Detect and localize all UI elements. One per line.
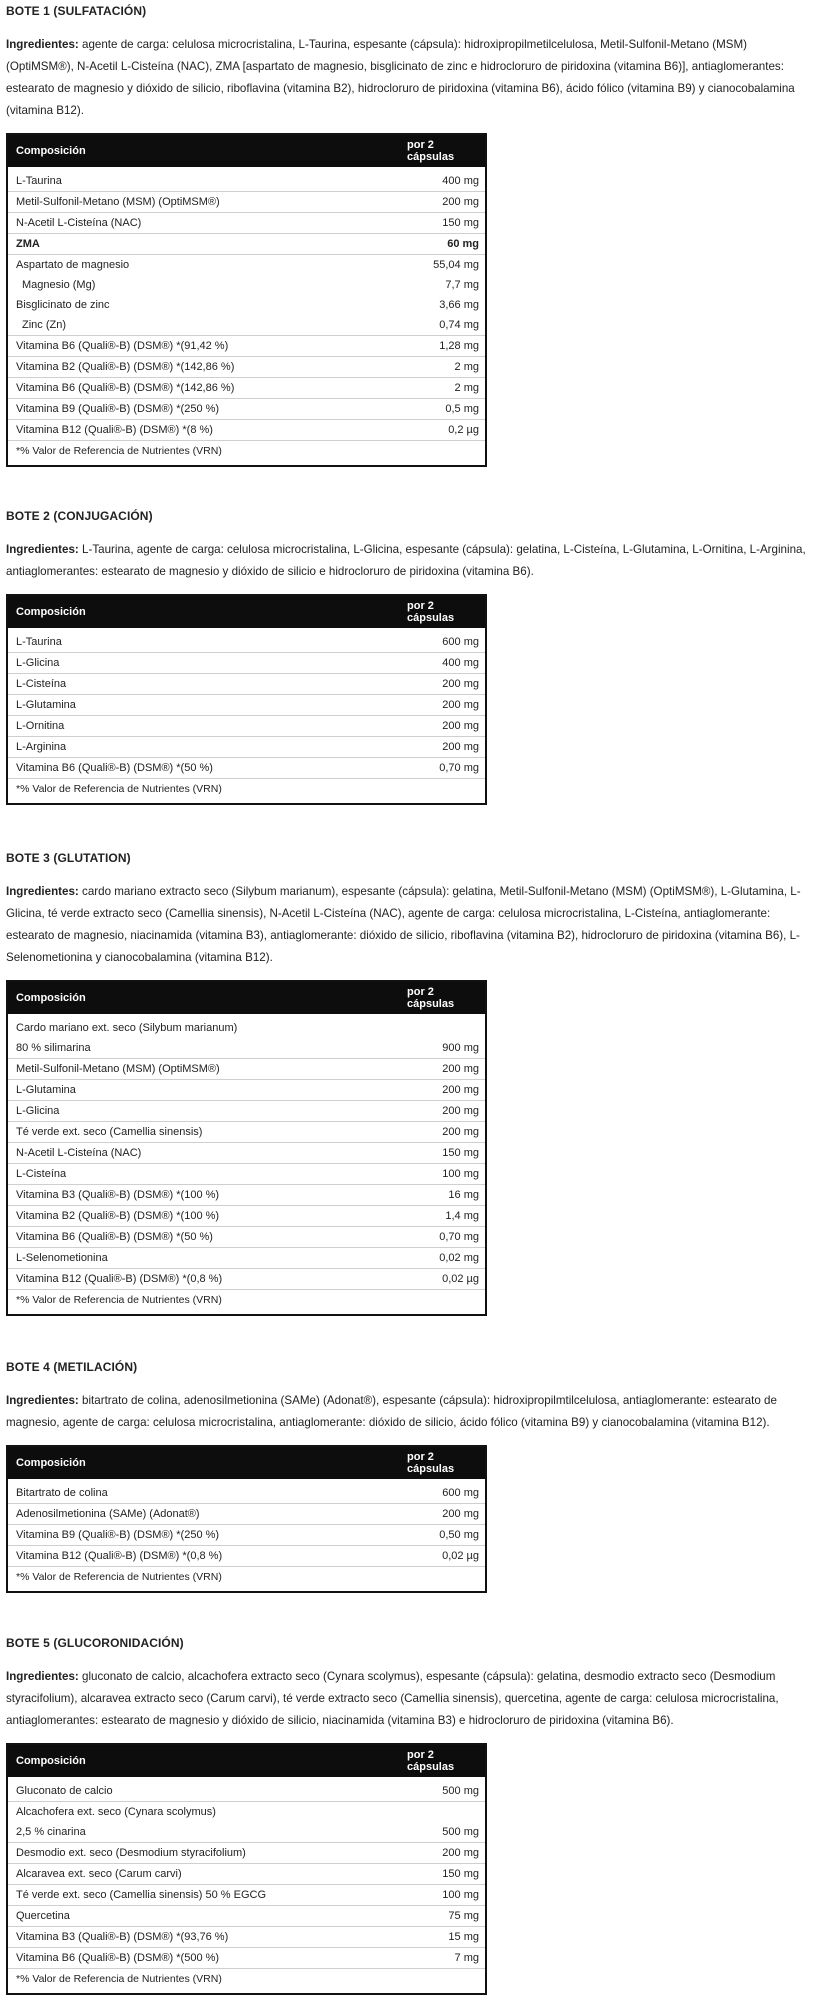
section-bote-2	[6, 509, 820, 805]
row-name: Vitamina B12 (Quali®-B) (DSM®) *(0,8 %)	[7, 1546, 407, 1567]
table-footnote-row	[7, 1290, 486, 1316]
header-composition: Composición	[7, 134, 407, 167]
row-amount: 900 mg	[407, 1038, 486, 1059]
table-row	[7, 399, 486, 420]
table-row	[7, 167, 486, 192]
row-name: N-Acetil L-Cisteína (NAC)	[7, 1143, 407, 1164]
row-amount: 1,4 mg	[407, 1206, 486, 1227]
ingredients-text: agente de carga: celulosa microcristalina, L-Taurina, espesante (cápsula): hidroxipropilmetilcelulosa, Metil-Sulfonil-Metano (MSM) (OptiMSM®), N-Acetil L-Cisteína (NAC), ZMA [aspartato de magnesio, bisglicinato de zinc e hidrocloruro de piridoxina (vitamina B6)], antiaglomerantes: estearato de magnesio y dióxido de silicio, riboflavina (vitamina B2), hidrocloruro de piridoxina (vitamina B6), ácido fólico (vitamina B9) y cianocobalamina (vitamina B12).	[6, 38, 795, 117]
table-row	[7, 716, 486, 737]
row-amount: 0,5 mg	[407, 399, 486, 420]
row-name: Bisglicinato de zinc	[16, 299, 110, 311]
row-name: Metil-Sulfonil-Metano (MSM) (OptiMSM®)	[7, 1059, 407, 1080]
table-row	[7, 653, 486, 674]
table-row	[7, 1206, 486, 1227]
row-amount: 0,70 mg	[407, 1227, 486, 1248]
row-name: L-Glutamina	[7, 695, 407, 716]
row-amount: 200 mg	[407, 1101, 486, 1122]
table-row	[7, 1080, 486, 1101]
row-name: Alcachofera ext. seco (Cynara scolymus)	[16, 1806, 216, 1818]
row-name: L-Taurina	[7, 167, 407, 192]
row-amount: 150 mg	[407, 1143, 486, 1164]
row-name: Té verde ext. seco (Camellia sinensis)	[7, 1122, 407, 1143]
table-row	[7, 1927, 486, 1948]
row-amount: 0,02 µg	[407, 1269, 486, 1290]
row-name: Adenosilmetionina (SAMe) (Adonat®)	[7, 1504, 407, 1525]
row-name: Gluconato de calcio	[7, 1777, 407, 1802]
row-name: Vitamina B3 (Quali®-B) (DSM®) *(100 %)	[7, 1185, 407, 1206]
table-row	[7, 1504, 486, 1525]
row-amount: 200 mg	[407, 1843, 486, 1864]
ingredients-paragraph	[6, 881, 818, 969]
table-row	[7, 737, 486, 758]
row-name: L-Ornitina	[7, 716, 407, 737]
row-name: 2,5 % cinarina	[7, 1822, 407, 1843]
row-amount: 2 mg	[407, 378, 486, 399]
table-row	[7, 357, 486, 378]
row-amount: 16 mg	[407, 1185, 486, 1206]
row-name: L-Cisteína	[7, 1164, 407, 1185]
row-name: Cardo mariano ext. seco (Silybum marianum)	[16, 1022, 238, 1034]
section-bote-4	[6, 1360, 820, 1593]
row-amount: 55,04 mg	[433, 259, 479, 271]
table-row	[7, 420, 486, 441]
row-amount: 200 mg	[407, 1122, 486, 1143]
section-spacer	[6, 1316, 820, 1360]
row-amount: 200 mg	[407, 695, 486, 716]
header-per-serving: por 2 cápsulas	[407, 1446, 486, 1479]
composition-table	[6, 980, 487, 1316]
row-name: L-Selenometionina	[7, 1248, 407, 1269]
row-name: L-Arginina	[7, 737, 407, 758]
composition-table	[6, 1743, 487, 1995]
vrn-footnote: *% Valor de Referencia de Nutrientes (VRN)	[16, 445, 222, 457]
table-row	[7, 1885, 486, 1906]
table-header-row	[7, 134, 486, 167]
table-row	[7, 213, 486, 234]
row-amount: 0,70 mg	[407, 758, 486, 779]
table-row	[7, 1546, 486, 1567]
row-amount: 0,50 mg	[407, 1525, 486, 1546]
table-row	[7, 1777, 486, 1802]
row-amount: 7,7 mg	[445, 279, 479, 291]
table-row	[7, 1479, 486, 1504]
row-name: Vitamina B2 (Quali®-B) (DSM®) *(142,86 %)	[7, 357, 407, 378]
row-name: Vitamina B9 (Quali®-B) (DSM®) *(250 %)	[7, 1525, 407, 1546]
header-composition: Composición	[7, 981, 407, 1014]
table-row	[7, 695, 486, 716]
table-row	[7, 1185, 486, 1206]
header-per-serving: por 2 cápsulas	[407, 1744, 486, 1777]
table-footnote-row	[7, 779, 486, 805]
row-name: Vitamina B9 (Quali®-B) (DSM®) *(250 %)	[7, 399, 407, 420]
row-amount: 100 mg	[407, 1164, 486, 1185]
section-title: BOTE 2 (CONJUGACIÓN)	[6, 509, 153, 523]
row-amount: 600 mg	[407, 1479, 486, 1504]
row-amount: 0,2 µg	[407, 420, 486, 441]
row-name: Zinc (Zn)	[7, 315, 407, 336]
section-bote-3	[6, 851, 820, 1316]
section-title: BOTE 3 (GLUTATION)	[6, 851, 131, 865]
section-spacer	[6, 467, 820, 509]
header-composition: Composición	[7, 1744, 407, 1777]
row-name: L-Glicina	[7, 1101, 407, 1122]
row-name: L-Cisteína	[7, 674, 407, 695]
row-amount: 500 mg	[407, 1777, 486, 1802]
row-name: Vitamina B6 (Quali®-B) (DSM®) *(91,42 %)	[7, 336, 407, 357]
row-amount: 200 mg	[407, 1080, 486, 1101]
row-amount: 1,28 mg	[407, 336, 486, 357]
row-name: Quercetina	[7, 1906, 407, 1927]
table-row	[7, 1143, 486, 1164]
header-per-serving: por 2 cápsulas	[407, 595, 486, 628]
section-bote-5	[6, 1636, 820, 1995]
section-title: BOTE 1 (SULFATACIÓN)	[6, 4, 147, 18]
table-header-row	[7, 595, 486, 628]
ingredients-paragraph	[6, 34, 818, 122]
composition-table	[6, 133, 487, 467]
table-row	[7, 1248, 486, 1269]
table-row	[7, 1906, 486, 1927]
row-amount: 150 mg	[407, 213, 486, 234]
row-amount	[407, 1014, 486, 1038]
section-title: BOTE 5 (GLUCORONIDACIÓN)	[6, 1636, 184, 1650]
composition-table	[6, 1445, 487, 1593]
row-amount: 0,02 µg	[407, 1546, 486, 1567]
ingredients-label: Ingredientes:	[6, 1394, 79, 1407]
row-amount: 600 mg	[407, 628, 486, 653]
table-row	[7, 1038, 486, 1059]
table-row	[7, 1164, 486, 1185]
table-header-row	[7, 1446, 486, 1479]
row-amount: 200 mg	[407, 1504, 486, 1525]
table-row	[7, 295, 486, 315]
table-row	[7, 1059, 486, 1080]
row-amount: 200 mg	[407, 1059, 486, 1080]
row-amount: 100 mg	[407, 1885, 486, 1906]
row-amount: 2 mg	[407, 357, 486, 378]
table-row	[7, 1822, 486, 1843]
table-row	[7, 1802, 486, 1823]
row-name: L-Glutamina	[7, 1080, 407, 1101]
row-name: Té verde ext. seco (Camellia sinensis) 50 % EGCG	[7, 1885, 407, 1906]
table-row	[7, 1014, 486, 1038]
table-footnote-row	[7, 1567, 486, 1593]
row-amount: 7 mg	[407, 1948, 486, 1969]
row-amount: 0,74 mg	[407, 315, 486, 336]
table-row	[7, 628, 486, 653]
table-header-row	[7, 981, 486, 1014]
row-name: L-Taurina	[7, 628, 407, 653]
table-row	[7, 674, 486, 695]
row-amount: 200 mg	[407, 674, 486, 695]
row-amount: 200 mg	[407, 192, 486, 213]
row-amount: 75 mg	[407, 1906, 486, 1927]
row-amount: 200 mg	[407, 716, 486, 737]
section-spacer	[6, 1593, 820, 1636]
ingredients-label: Ingredientes:	[6, 885, 79, 898]
table-row	[7, 378, 486, 399]
table-row	[7, 1122, 486, 1143]
table-row	[7, 1269, 486, 1290]
ingredients-text: gluconato de calcio, alcachofera extracto seco (Cynara scolymus), espesante (cápsula): gelatina, desmodio extracto seco (Desmodium styracifolium), alcaravea extracto seco (Carum carvi), té verde extracto seco (Camellia sinensis), quercetina, agente de carga: celulosa microcristalina, antiaglomerantes: estearato de magnesio y dióxido de silicio, niacinamida (vitamina B3) e hidrocloruro de piridoxina (vitamina B6).	[6, 1670, 779, 1727]
table-row	[7, 192, 486, 213]
row-name: 80 % silimarina	[7, 1038, 407, 1059]
table-row	[7, 255, 486, 276]
table-footnote-row	[7, 1969, 486, 1995]
section-bote-1	[6, 4, 820, 467]
row-name: Vitamina B6 (Quali®-B) (DSM®) *(142,86 %)	[7, 378, 407, 399]
row-name: Aspartato de magnesio	[16, 259, 130, 271]
vrn-footnote: *% Valor de Referencia de Nutrientes (VRN)	[16, 1973, 222, 1985]
row-amount: 400 mg	[407, 653, 486, 674]
ingredients-paragraph	[6, 539, 818, 583]
table-row	[7, 758, 486, 779]
ingredients-text: bitartrato de colina, adenosilmetionina (SAMe) (Adonat®), espesante (cápsula): hidroxipropilmtilcelulosa, antiaglomerante: estearato de magnesio, agente de carga: celulosa microcristalina, antiaglomerante: dióxido de silicio, ácido fólico (vitamina B9) y cianocobalamina (vitamina B12).	[6, 1394, 777, 1429]
row-name: Bitartrato de colina	[7, 1479, 407, 1504]
row-amount: 0,02 mg	[407, 1248, 486, 1269]
table-row	[7, 336, 486, 357]
table-row	[7, 275, 486, 295]
vrn-footnote: *% Valor de Referencia de Nutrientes (VRN)	[16, 783, 222, 795]
row-amount: 200 mg	[407, 737, 486, 758]
table-header-row	[7, 1744, 486, 1777]
table-row	[7, 1948, 486, 1969]
row-name: Vitamina B6 (Quali®-B) (DSM®) *(500 %)	[7, 1948, 407, 1969]
ingredients-text: cardo mariano extracto seco (Silybum marianum), espesante (cápsula): gelatina, Metil-Sulfonil-Metano (MSM) (OptiMSM®), L-Glutamina, L-Glicina, té verde extracto seco (Camellia sinensis), N-Acetil L-Cisteína (NAC), agente de carga: celulosa microcristalina, L-Cisteína, antiaglomerante: estearato de magnesio, niacinamida (vitamina B3), antiaglomerante: dióxido de silicio, riboflavina (vitamina B2), hidrocloruro de piridoxina (vitamina B6), L-Selenometionina y cianocobalamina (vitamina B12).	[6, 885, 801, 964]
row-amount: 150 mg	[407, 1864, 486, 1885]
table-row	[7, 234, 486, 255]
ingredients-label: Ingredientes:	[6, 38, 79, 51]
table-row	[7, 315, 486, 336]
header-composition: Composición	[7, 595, 407, 628]
composition-table	[6, 594, 487, 805]
section-title: BOTE 4 (METILACIÓN)	[6, 1360, 138, 1374]
vrn-footnote: *% Valor de Referencia de Nutrientes (VRN)	[16, 1294, 222, 1306]
row-name: Desmodio ext. seco (Desmodium styracifolium)	[7, 1843, 407, 1864]
table-row	[7, 1101, 486, 1122]
table-row	[7, 1843, 486, 1864]
header-per-serving: por 2 cápsulas	[407, 981, 486, 1014]
ingredients-paragraph	[6, 1390, 818, 1434]
ingredients-text: L-Taurina, agente de carga: celulosa microcristalina, L-Glicina, espesante (cápsula): gelatina, L-Cisteína, L-Glutamina, L-Ornitina, L-Arginina, antiaglomerantes: estearato de magnesio y dióxido de silicio e hidrocloruro de piridoxina (vitamina B6).	[6, 543, 806, 578]
ingredients-label: Ingredientes:	[6, 543, 79, 556]
row-amount: 15 mg	[407, 1927, 486, 1948]
table-row	[7, 1864, 486, 1885]
row-name: Vitamina B3 (Quali®-B) (DSM®) *(93,76 %)	[7, 1927, 407, 1948]
table-footnote-row	[7, 441, 486, 467]
header-per-serving: por 2 cápsulas	[407, 134, 486, 167]
row-amount: 400 mg	[407, 167, 486, 192]
row-name: Vitamina B6 (Quali®-B) (DSM®) *(50 %)	[7, 758, 407, 779]
ingredients-label: Ingredientes:	[6, 1670, 79, 1683]
row-amount: 60 mg	[407, 234, 486, 255]
ingredients-paragraph	[6, 1666, 818, 1732]
row-name: Vitamina B2 (Quali®-B) (DSM®) *(100 %)	[7, 1206, 407, 1227]
row-name: Metil-Sulfonil-Metano (MSM) (OptiMSM®)	[7, 192, 407, 213]
vrn-footnote: *% Valor de Referencia de Nutrientes (VRN)	[16, 1571, 222, 1583]
row-amount	[407, 1802, 486, 1823]
row-name: Vitamina B12 (Quali®-B) (DSM®) *(0,8 %)	[7, 1269, 407, 1290]
row-name: L-Glicina	[7, 653, 407, 674]
row-name: Vitamina B6 (Quali®-B) (DSM®) *(50 %)	[7, 1227, 407, 1248]
table-row	[7, 1525, 486, 1546]
row-name: N-Acetil L-Cisteína (NAC)	[7, 213, 407, 234]
table-row	[7, 1227, 486, 1248]
row-amount: 3,66 mg	[439, 299, 479, 311]
header-composition: Composición	[7, 1446, 407, 1479]
row-name: Vitamina B12 (Quali®-B) (DSM®) *(8 %)	[7, 420, 407, 441]
row-name: Magnesio (Mg)	[22, 279, 96, 291]
section-spacer	[6, 805, 820, 851]
row-name: ZMA	[7, 234, 407, 255]
row-amount: 500 mg	[407, 1822, 486, 1843]
row-name: Alcaravea ext. seco (Carum carvi)	[7, 1864, 407, 1885]
